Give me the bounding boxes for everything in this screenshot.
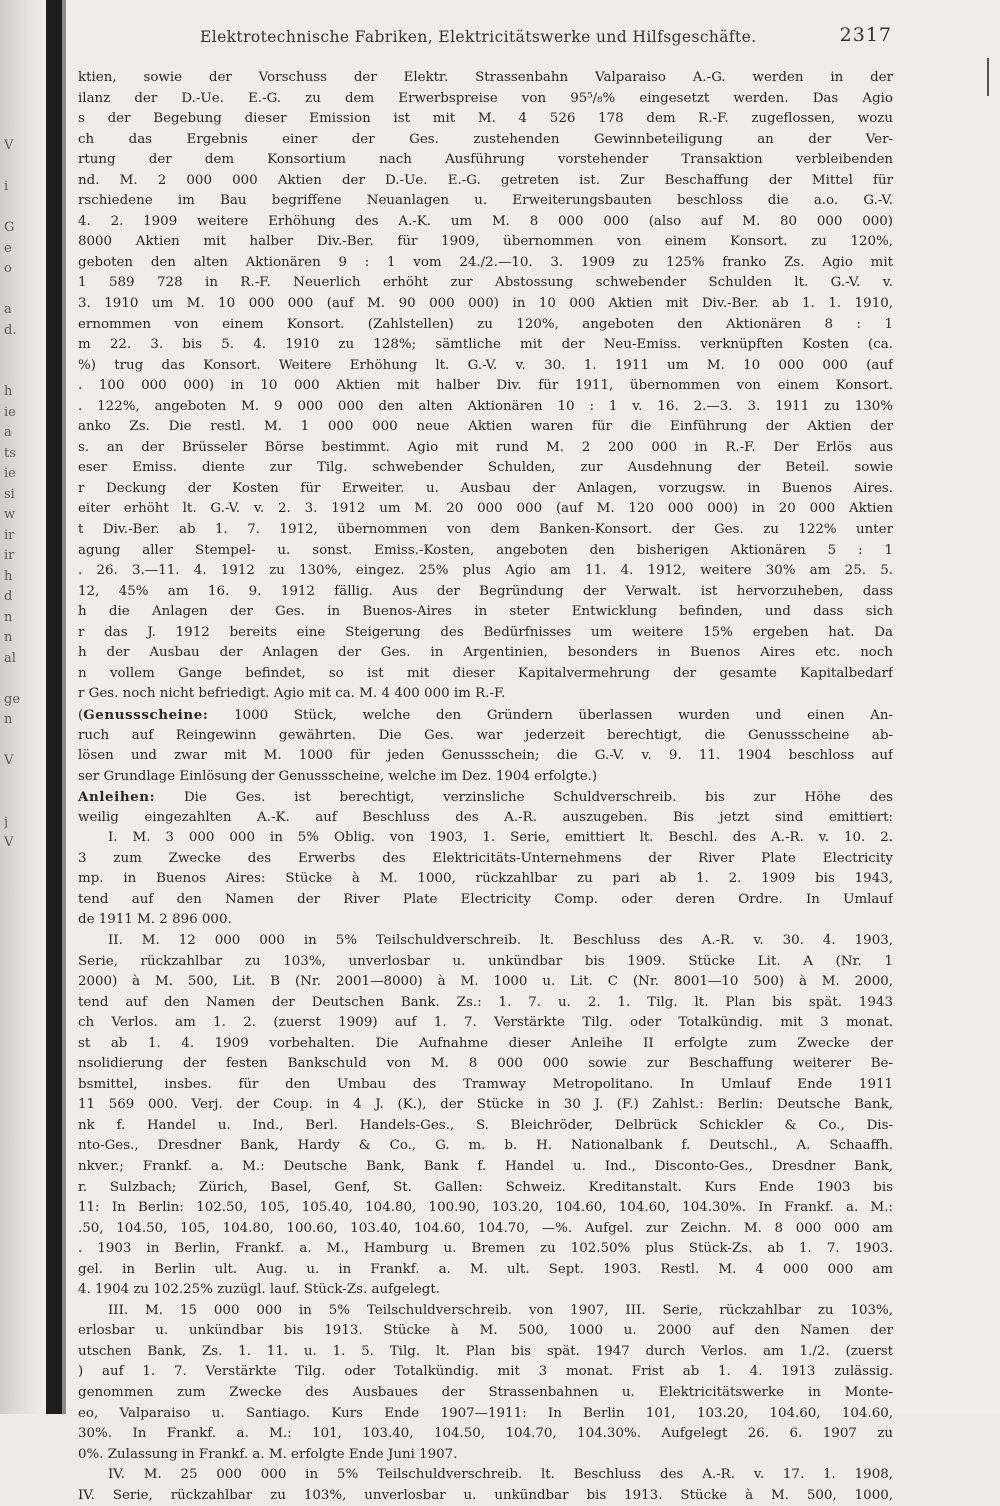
margin-fragment: V (4, 753, 14, 768)
text-line: tend auf den Namen der Deutschen Bank. Zs.: 1. 7. u. 2. 1. Tilg. lt. Plan bis spät. 1943 (78, 994, 893, 1010)
margin-fragment (4, 362, 40, 383)
margin-fragment: ge (4, 691, 21, 707)
margin-fragment: ir (4, 548, 15, 563)
text-line: 4. 1904 zu 102.25% zuzügl. lauf. Stück-Zs. aufgelegt. (78, 1282, 440, 1298)
text-line: ktien, sowie der Vorschuss der Elektr. Strassenbahn Valparaiso A.-G. werden in der (78, 70, 893, 85)
text-line: IV. Serie, rückzahlbar zu 103%, unverlosbar u. unkündbar bis 1913. Stücke à M. 500, 1000, (78, 1487, 893, 1503)
margin-fragment: V (4, 835, 14, 850)
text-line: rtung der dem Konsortium nach Ausführung vorstehender Transaktion verbleibenden (78, 152, 893, 168)
margin-fragment: ie (4, 404, 16, 420)
text-line: nk f. Handel u. Ind., Berl. Handels-Ges., S. Bleichröder, Delbrück Schickler & Co., Dis- (78, 1117, 893, 1133)
margin-fragment: a (4, 302, 12, 317)
text-line: h der Ausbau der Anlagen der Ges. in Argentinien, besonders in Buenos Aires etc. noch (78, 645, 893, 661)
margin-fragment (4, 792, 40, 813)
text-line: s der Begebung dieser Emission ist mit M. 4 526 178 dem R.-F. zugeflossen, wozu (78, 111, 893, 127)
text-line: eo, Valparaiso u. Santiago. Kurs Ende 1907—1911: In Berlin 101, 103.20, 104.60, 104.60, (78, 1405, 893, 1421)
text-line: ch Verlos. am 1. 2. (zuerst 1909) auf 1. 7. Verstärkte Tilg. oder Totalkündig. mit 3 monat. (78, 1015, 893, 1031)
text-line: geboten den alten Aktionären 9 : 1 vom 24./2.—10. 3. 1909 zu 125% franko Zs. Agio mit (78, 254, 893, 270)
binding-edge-highlight (62, 0, 66, 1414)
text-line: %) trug das Konsort. Weitere Erhöhung lt. G.-V. v. 30. 1. 1911 um M. 10 000 000 (auf (78, 357, 893, 373)
text-line: Anleihen: Die Ges. ist berechtigt, verzinsliche Schuldverschreib. bis zur Höhe des (78, 789, 893, 806)
margin-fragment: h (4, 384, 13, 399)
margin-fragment: al (4, 650, 16, 666)
margin-fragment: w (4, 507, 16, 522)
text-line: st ab 1. 4. 1909 vorbehalten. Die Aufnahme dieser Anleihe II erfolgte zum Zwecke der (78, 1035, 893, 1051)
text-line: rschiedene im Bau begriffene Neuanlagen u. Erweiterungsbauten beschloss die a.o. G.-V. (78, 193, 893, 209)
margin-fragment: a (4, 425, 12, 440)
margin-fragment: G (4, 220, 15, 235)
text-line: s. an der Brüsseler Börse bestimmt. Agio mit rund M. 2 200 000 in R.-F. Der Erlös aus (78, 439, 893, 455)
text-line: ernommen von einem Konsort. (Zahlstellen) zu 120%, angeboten den Aktionären 8 : 1 (78, 316, 893, 332)
margin-fragment (4, 157, 40, 178)
text-line: 3. 1910 um M. 10 000 000 (auf M. 90 000 000) in 10 000 Aktien mit Div.-Ber. ab 1. 1. 1910, (78, 296, 893, 312)
body-text (78, 68, 893, 1506)
text-line: t Div.-Ber. ab 1. 7. 1912, übernommen von dem Banken-Konsort. der Ges. zu 122% unter (78, 522, 893, 538)
text-line: 0%. Zulassung in Frankf. a. M. erfolgte Ende Juni 1907. (78, 1446, 458, 1462)
text-line: 2000) à M. 500, Lit. B (Nr. 2001—8000) à M. 1000 u. Lit. C (Nr. 8001—10 500) à M. 2000, (78, 974, 893, 990)
text-line: genommen zum Zwecke des Ausbaues der Strassenbahnen u. Elektricitätswerke in Monte- (78, 1385, 893, 1400)
margin-fragment (4, 772, 40, 793)
text-line: weilig eingezahlten A.-K. auf Beschluss des A.-R. auszugeben. Bis jetzt sind emittiert: (78, 809, 893, 825)
section-heading: Anleihen: (78, 789, 156, 806)
section-heading: Genussscheine: (83, 706, 209, 723)
text-line: .50, 104.50, 105, 104.80, 100.60, 103.40, 104.60, 104.70, —%. Aufgel. zur Zeichn. M. 8 000 000 am (78, 1220, 893, 1236)
text-line: 1 589 728 in R.-F. Neuerlich erhöht zur Abstossung schwebender Schulden lt. G.-V. v. (78, 275, 893, 291)
text-line: anko Zs. Die restl. M. 1 000 000 neue Aktien waren für die Einführung der Aktien der (78, 419, 893, 435)
text-line: ilanz der D.-Ue. E.-G. zu dem Erwerbspreise von 95⁵/₈% eingesetzt werden. Das Agio (78, 90, 893, 106)
text-line: 30%. In Frankf. a. M.: 101, 103.40, 104.50, 104.70, 104.30%. Aufgelegt 26. 6. 1907 zu (78, 1426, 893, 1442)
margin-mark (987, 58, 989, 96)
page-header (200, 22, 900, 50)
margin-fragment (4, 95, 40, 116)
binding-edge (46, 0, 62, 1414)
text-line: r Deckung der Kosten für Erweiter. u. Ausbau der Anlagen, vorzugsw. in Buenos Aires. (78, 480, 893, 496)
text-line: n vollem Gange befindet, so ist mit dieser Kapitalvermehrung der gesamte Kapitalbedarf (78, 665, 893, 681)
text-line: I. M. 3 000 000 in 5% Oblig. von 1903, 1. Serie, emittiert lt. Beschl. des A.-R. v. 10. 2. (108, 830, 893, 846)
text-line: h die Anlagen der Ges. in Buenos-Aires in steter Entwicklung befinden, und dass sich (78, 604, 893, 620)
text-line: gel. in Berlin ult. Aug. u. in Frankf. a. M. ult. Sept. 1903. Restl. M. 4 000 000 am (78, 1261, 893, 1277)
text-line: nd. M. 2 000 000 Aktien der D.-Ue. E.-G. getreten ist. Zur Beschaffung der Mittel für (78, 172, 893, 188)
margin-fragment: d. (4, 322, 17, 338)
text-line: Serie, rückzahlbar zu 103%, unverlosbar u. unkündbar bis 1909. Stücke Lit. A (Nr. 1 (78, 953, 893, 969)
text-line: III. M. 15 000 000 in 5% Teilschuldverschreib. von 1907, III. Serie, rückzahlbar zu 103%, (108, 1302, 893, 1318)
text-line: m 22. 3. bis 5. 4. 1910 zu 128%; sämtliche mit der Neu-Emiss. verknüpften Kosten (ca. (78, 337, 893, 353)
margin-fragment: ts (4, 445, 16, 461)
margin-fragment: d (4, 589, 13, 604)
text-line: erlosbar u. unkündbar bis 1913. Stücke à M. 500, 1000 u. 2000 auf den Namen der (78, 1323, 893, 1339)
text-line: nkver.; Frankf. a. M.: Deutsche Bank, Bank f. Handel u. Ind., Disconto-Ges., Dresdner Bank, (78, 1158, 893, 1174)
margin-fragment: V (4, 138, 14, 153)
text-line: r das J. 1912 bereits eine Steigerung des Bedürfnisses um weitere 15% ergeben hat. Da (78, 624, 893, 640)
text-line: . 122%, angeboten M. 9 000 000 den alten Aktionären 10 : 1 v. 16. 2.—3. 3. 1911 zu 130% (78, 398, 893, 414)
margin-fragment: j (4, 814, 9, 830)
text-line: 8000 Aktien mit halber Div.-Ber. für 1909, übernommen von einem Konsort. zu 120%, (78, 234, 893, 250)
text-line: 11 569 000. Verj. der Coup. in 4 J. (K.), der Stücke in 30 J. (F.) Zahlst.: Berlin: Deutsche Bank, (78, 1097, 893, 1113)
text-line: r. Sulzbach; Zürich, Basel, Genf, St. Gallen: Schweiz. Kreditanstalt. Kurs Ende 1903 bis (78, 1179, 893, 1195)
text-line: (Genussscheine: 1000 Stück, welche den Gründern überlassen wurden und einen An- (78, 706, 893, 723)
margin-fragment: h (4, 568, 13, 584)
margin-fragment (4, 198, 40, 219)
text-line: tend auf den Namen der River Plate Electricity Comp. oder deren Ordre. In Umlauf (78, 891, 893, 907)
text-line: mp. in Buenos Aires: Stücke à M. 1000, rückzahlbar zu pari ab 1. 2. 1909 bis 1943, (78, 871, 893, 887)
margin-fragment: n (4, 609, 13, 625)
previous-page-fragments (4, 95, 40, 854)
text-line: 12, 45% am 16. 9. 1912 fällig. Aus der Begründung der Verwalt. ist hervorzuheben, dass (78, 583, 893, 599)
margin-fragment: n (4, 630, 13, 645)
running-title: Elektrotechnische Fabriken, Elektricitätswerke und Hilfsgeschäfte. (200, 28, 757, 46)
text-line: de 1911 M. 2 896 000. (78, 912, 232, 928)
margin-fragment: si (4, 486, 15, 502)
text-line: ruch auf Reingewinn gewährten. Die Ges. war jederzeit berechtigt, die Genussscheine ab- (78, 727, 893, 743)
margin-fragment (4, 341, 40, 362)
margin-fragment: e (4, 240, 12, 256)
text-line: . 1903 in Berlin, Frankf. a. M., Hamburg u. Bremen zu 102.50% plus Stück-Zs. ab 1. 7. 1903. (78, 1241, 893, 1257)
margin-fragment: n (4, 712, 13, 727)
text-line: II. M. 12 000 000 in 5% Teilschuldverschreib. lt. Beschluss des A.-R. v. 30. 4. 1903, (108, 932, 893, 948)
text-line: ) auf 1. 7. Verstärkte Tilg. oder Totalkündig. mit 3 monat. Frist ab 1. 4. 1913 zulässig. (78, 1364, 893, 1380)
text-line: bsmittel, insbes. für den Umbau des Tramway Metropolitano. In Umlauf Ende 1911 (78, 1076, 893, 1092)
text-line: nsolidierung der festen Bankschuld von M. 8 000 000 sowie zur Beschaffung weiterer Be- (78, 1056, 893, 1072)
text-line: utschen Bank, Zs. 1. 11. u. 1. 5. Tilg. lt. Plan bis spät. 1947 durch Verlos. am 1./2. (zuerst (78, 1343, 893, 1359)
text-line: nto-Ges., Dresdner Bank, Hardy & Co., G. m. b. H. Nationalbank f. Deutschl., A. Schaaffh. (78, 1138, 893, 1154)
text-line: 4. 2. 1909 weitere Erhöhung des A.-K. um M. 8 000 000 (also auf M. 80 000 000) (78, 213, 893, 229)
text-line: eser Emiss. diente zur Tilg. schwebender Schulden, zur Ausdehnung der Beteil. sowie (78, 460, 893, 476)
text-line: IV. M. 25 000 000 in 5% Teilschuldverschreib. lt. Beschluss des A.-R. v. 17. 1. 1908, (108, 1467, 893, 1483)
margin-fragment: o (4, 261, 12, 276)
margin-fragment: i (4, 179, 9, 194)
margin-fragment (4, 669, 40, 690)
text-line: 3 zum Zwecke des Erwerbs des Elektricitäts-Unternehmens der River Plate Electricity (78, 850, 893, 866)
margin-fragment: ir (4, 527, 15, 543)
margin-fragment (4, 731, 40, 752)
text-line: ser Grundlage Einlösung der Genussscheine, welche im Dez. 1904 erfolgte.) (78, 768, 598, 784)
margin-fragment: ie (4, 466, 16, 481)
page-number: 2317 (839, 24, 892, 46)
text-line: 11: In Berlin: 102.50, 105, 105.40, 104.80, 100.90, 103.20, 104.60, 104.60, 104.30%. In Frankf. a. M.: (78, 1200, 893, 1216)
text-line: agung aller Stempel- u. sonst. Emiss.-Kosten, angeboten den bisherigen Aktionären 5 : 1 (78, 542, 893, 558)
text-line: eiter erhöht lt. G.-V. v. 2. 3. 1912 um M. 20 000 000 (auf M. 120 000 000) in 20 000 Aktien (78, 501, 893, 517)
text-line: . 26. 3.—11. 4. 1912 zu 130%, eingez. 25% plus Agio am 11. 4. 1912, weitere 30% am 25. 5. (78, 563, 893, 579)
text-line: lösen und zwar mit M. 1000 für jeden Genussschein; die G.-V. v. 9. 11. 1904 beschloss auf (78, 748, 893, 764)
text-line: r Ges. noch nicht befriedigt. Agio mit ca. M. 4 400 000 im R.-F. (78, 686, 506, 702)
text-line: . 100 000 000) in 10 000 Aktien mit halber Div. für 1911, übernommen von einem Konsort. (78, 378, 893, 394)
text-line: ch das Ergebnis einer der Ges. zustehenden Gewinnbeteiligung an der Ver- (78, 131, 893, 147)
margin-fragment (4, 280, 40, 301)
margin-fragment (4, 116, 40, 137)
